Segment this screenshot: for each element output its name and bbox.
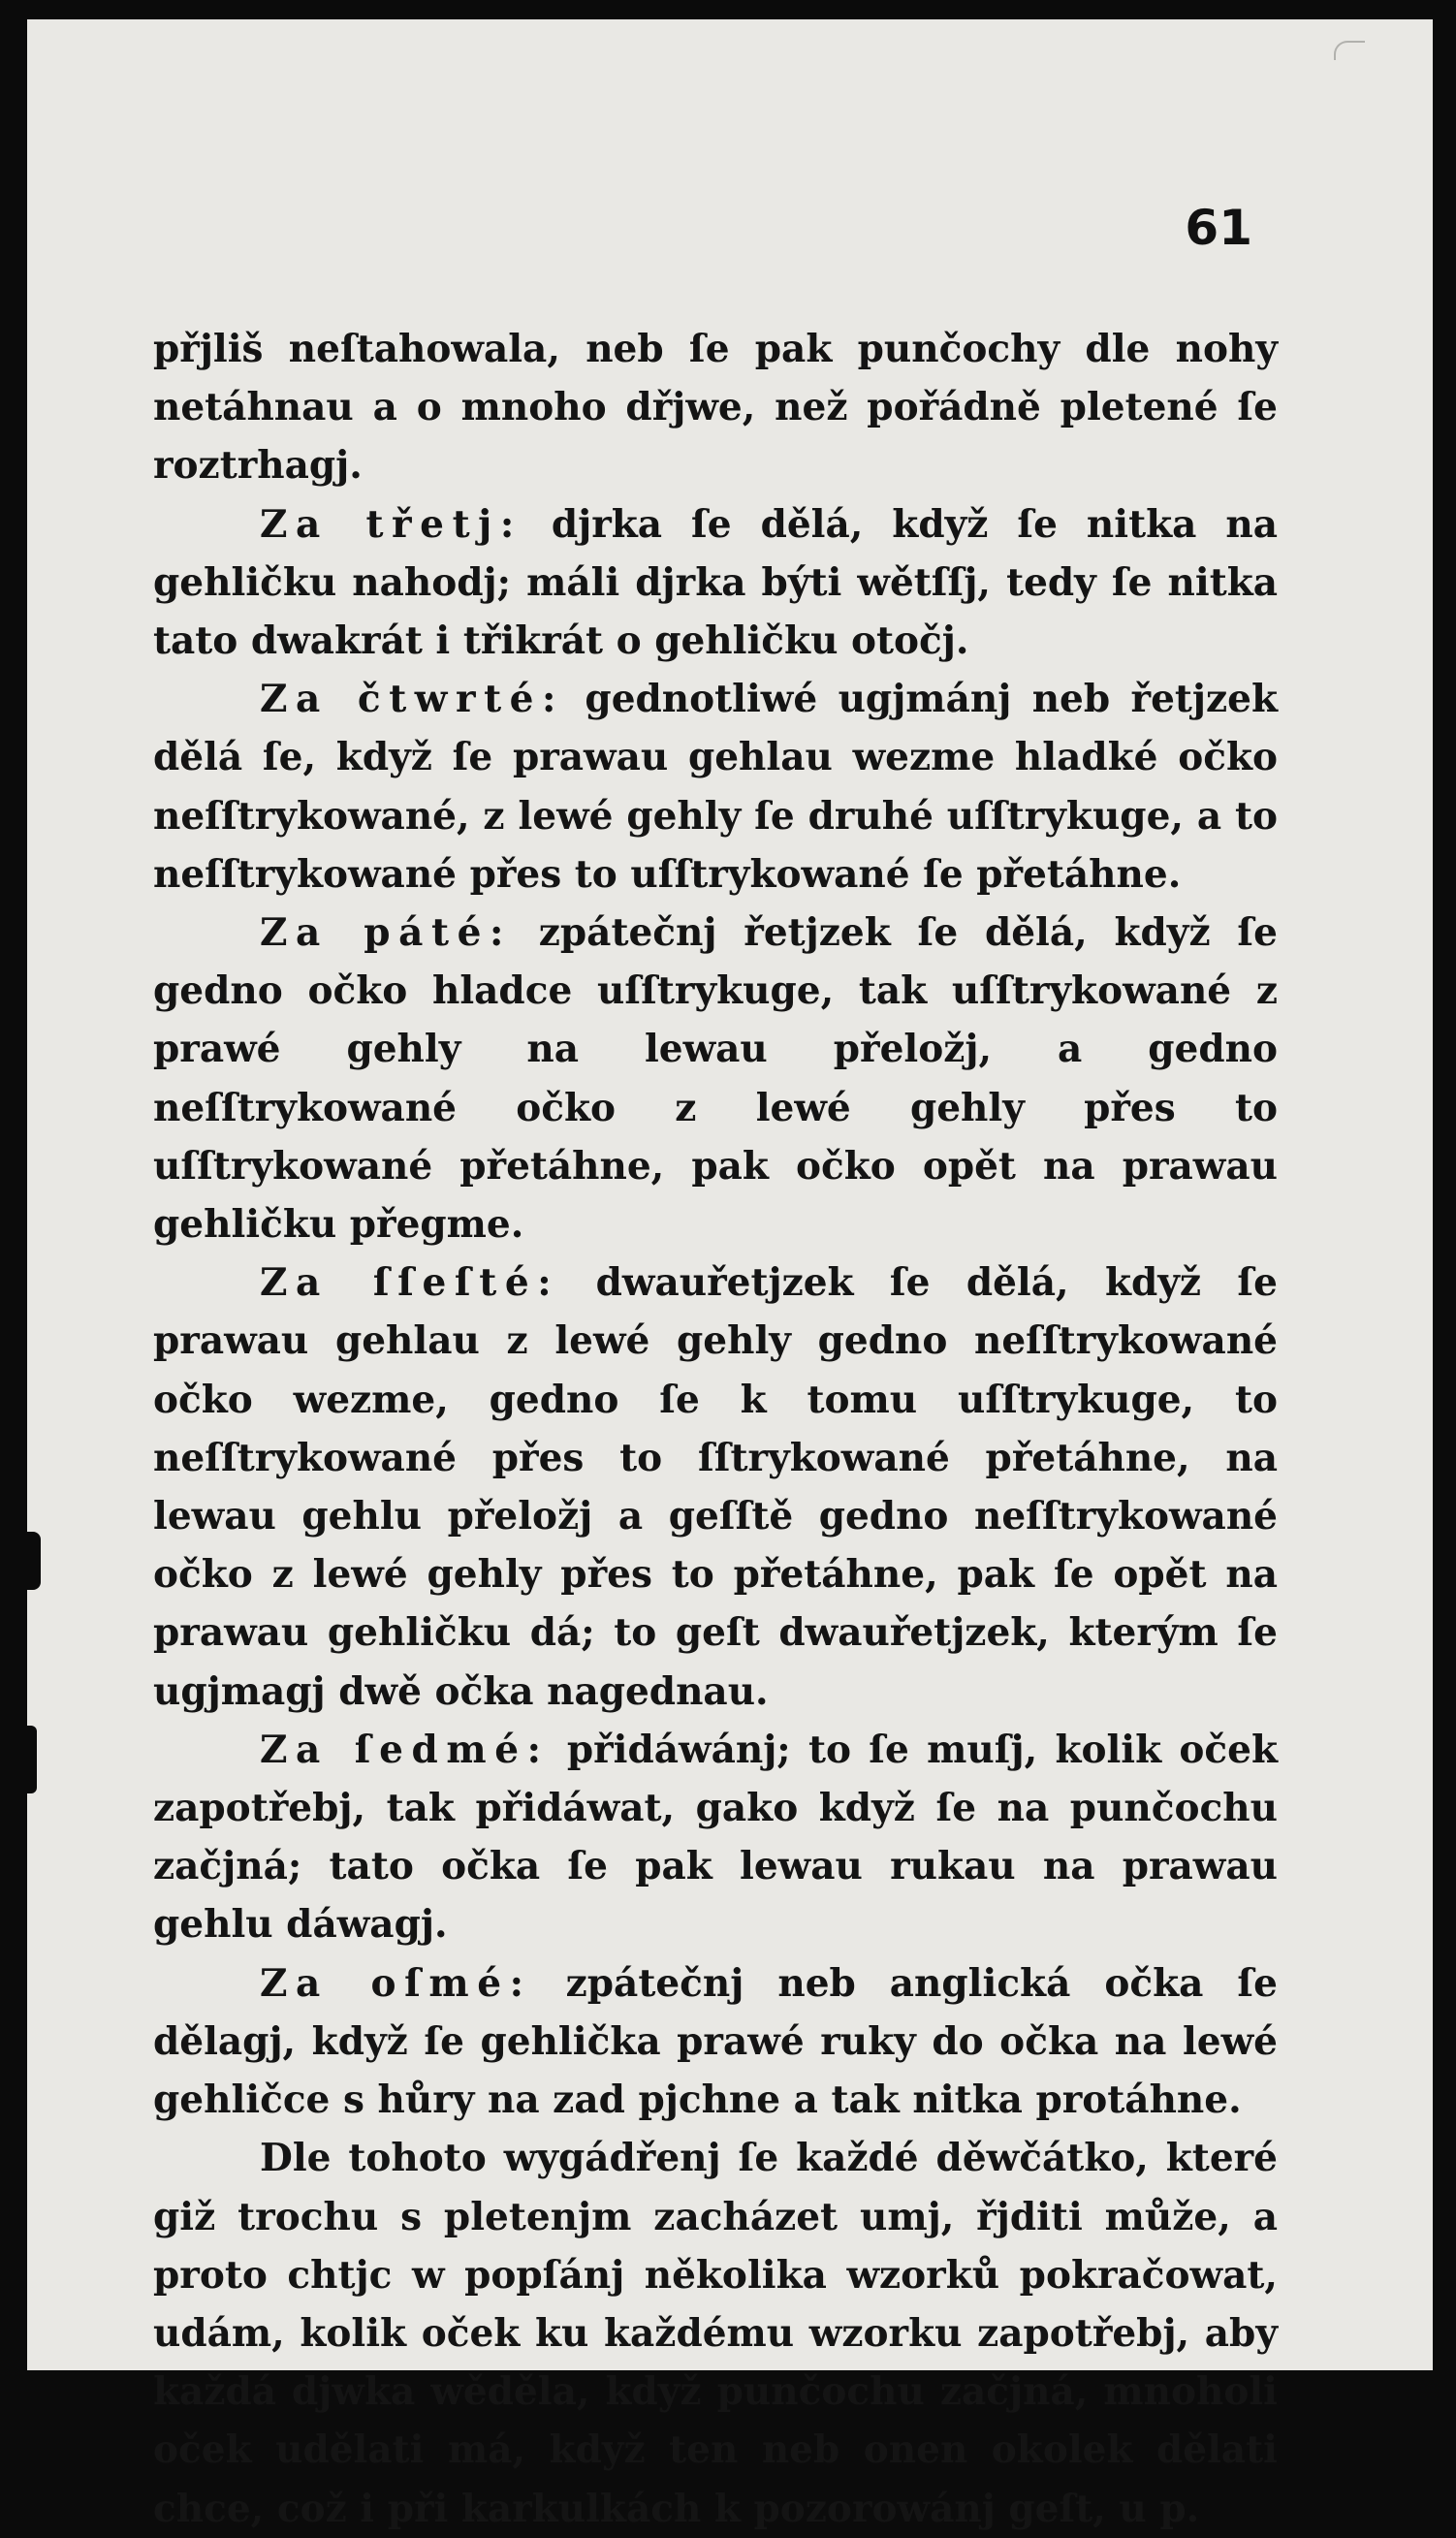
paragraph-text: djrka ſe dělá, když ſe nitka na gehličku nahodj; máli djrka býti wětſſj, tedy ſe nitka tato dwakrát i třikrát o gehličku otočj. (153, 501, 1279, 664)
paragraph-text: přjliš neſtahowala, neb ſe pak punčochy dle nohy netáhnau a o mnoho dřjwe, než pořádně pletené ſe roztrhagj. (153, 327, 1278, 489)
paragraph-text: zpátečnj řetjzek ſe dělá, když ſe gedno očko hladce uſſtrykuge, tak uſſtrykowané z prawé gehly na lewau přeložj, a gedno neſſtrykowané očko z lewé gehly přes to uſſtrykowané přetáhne, pak očko opět na prawau gehličku přegme. (153, 910, 1278, 1248)
paragraph (153, 495, 1278, 671)
binding-shadow (27, 1532, 41, 1590)
paragraph-label: Za ſedmé: (260, 1727, 550, 1772)
paragraph-text: dwauřetjzek ſe dělá, když ſe prawau gehlau z lewé gehly gedno neſſtrykowané očko wezme, gedno ſe k tomu uſſtrykuge, to neſſtrykowané přes to ſſtrykowané přetáhne, na lewau gehlu přeložj a geſſtě gedno neſſtrykowané očko z lewé gehly přes to přetáhne, pak ſe opět na prawau gehličku dá; to geſt dwauřetjzek, kterým ſe ugjmagj dwě očka nagednau. (153, 1260, 1278, 1714)
paragraph-label: Za ſſeſté: (260, 1260, 560, 1306)
paragraph-text: zpátečnj neb anglická očka ſe dělagj, když ſe gehlička prawé ruky do očka na lewé gehličce s hůry na zad pjchne a tak nitka protáhne. (153, 1960, 1278, 2123)
binding-shadow (27, 1726, 37, 1793)
paragraph (153, 1954, 1278, 2130)
page-text (153, 320, 1278, 2538)
paragraph-text: Dle tohoto wygádřenj ſe každé děwčátko, které giž trochu s pletenjm zacházet umj, řjditi může, a proto chtjc w popſánj několika wzorků pokračowat, udám, kolik oček ku každému wzorku zapotřebj, aby každá djwka wěděla, když punčochu začjná, mnoholi oček udělati má, když ten neb onen okolek dělati chce, což i při karkulkách k pozorowánj geſt, u p. (153, 2136, 1278, 2531)
paragraph-label: Za čtwrté: (260, 677, 565, 722)
paragraph-label: Za páté: (260, 910, 512, 956)
paragraph-label: Za oſmé: (260, 1960, 532, 2006)
paragraph (153, 1253, 1278, 1721)
paragraph (153, 320, 1278, 495)
paragraph (153, 1721, 1278, 1954)
paragraph (153, 670, 1278, 904)
paragraph-text: přidáwánj; to ſe muſj, kolik oček zapotřebj, tak přidáwat, gako když ſe na punčochu začjná; tato očka ſe pak lewau rukau na prawau gehlu dáwagj. (153, 1727, 1279, 1948)
book-page (27, 19, 1433, 2531)
paper-corner-mark (1334, 41, 1365, 60)
page-number: 61 (1185, 200, 1252, 256)
paragraph-text: gednotliwé ugjmánj neb řetjzek dělá ſe, když ſe prawau gehlau wezme hladké očko neſſtrykowané, z lewé gehly ſe druhé uſſtrykuge, a to neſſtrykowané přes to uſſtrykowané ſe přetáhne. (153, 677, 1278, 897)
paragraph (153, 2129, 1278, 2537)
paragraph (153, 904, 1278, 1253)
paragraph-label: Za třetj: (260, 501, 522, 547)
